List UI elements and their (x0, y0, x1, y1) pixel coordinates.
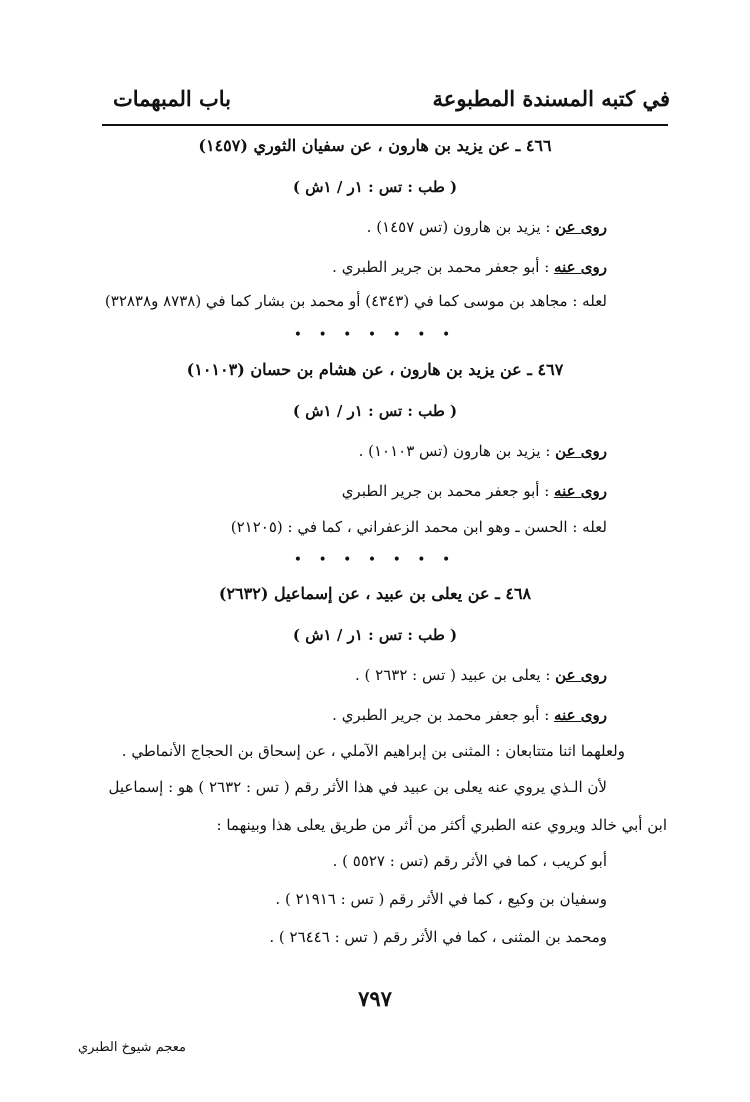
rawa-an-label: روى عن (555, 442, 607, 460)
entry-466-rawa-an (367, 218, 607, 236)
entry-468-rawa-anhu (332, 706, 607, 724)
entry-466-heading: ٤٦٦ ـ عن يزيد بن هارون ، عن سفيان الثوري (١٤٥٧) (198, 136, 552, 155)
body-line: أبو كريب ، كما في الأثر رقم (تس : ٥٥٢٧ ) . (332, 852, 607, 870)
separator-dots: • • • • • • • (293, 327, 457, 343)
rawa-an-text: : يزيد بن هارون (تس ١٠١٠٣) . (358, 442, 556, 460)
rawa-anhu-text: : أبو جعفر محمد بن جرير الطبري (341, 482, 555, 500)
separator-dots: • • • • • • • (293, 552, 457, 568)
rawa-an-label: روى عن (555, 218, 607, 236)
body-line: ابن أبي خالد ويروي عنه الطبري أكثر من أثر من طريق يعلى هذا وبينهما : (216, 816, 667, 834)
rawa-an-text: : يعلى بن عبيد ( تس : ٢٦٣٢ ) . (355, 666, 556, 684)
body-line: وسفيان بن وكيع ، كما في الأثر رقم ( تس : ٢١٩١٦ ) . (275, 890, 607, 908)
body-line: ولعلهما اثنا متتابعان : المثنى بن إبراهيم الآملي ، عن إسحاق بن الحجاج الأنماطي . (121, 742, 625, 760)
body-line: ومحمد بن المثنى ، كما في الأثر رقم ( تس : ٢٦٤٤٦ ) . (269, 928, 607, 946)
rawa-anhu-label: روى عنه (554, 258, 607, 276)
entry-467-rawa-an (359, 442, 607, 460)
entry-467-heading: ٤٦٧ ـ عن يزيد بن هارون ، عن هشام بن حسان (١٠١٠٣) (186, 360, 564, 379)
entry-466-code: ( طب : تس : ١ر / ١ش ) (292, 178, 458, 196)
header-rule (102, 124, 668, 126)
entry-466-laallahu: لعله : مجاهد بن موسى كما في (٤٣٤٣) أو محمد بن بشار كما في (٨٧٣٨ و٣٢٨٣٨) (104, 292, 607, 310)
entry-468-heading: ٤٦٨ ـ عن يعلى بن عبيد ، عن إسماعيل (٢٦٣٢) (218, 584, 532, 603)
rawa-an-label: روى عن (555, 666, 607, 684)
entry-467-code: ( طب : تس : ١ر / ١ش ) (292, 402, 458, 420)
running-header-book-title: في كتبه المسندة المطبوعة (432, 86, 670, 111)
page-number: ٧٩٧ (358, 986, 392, 1011)
body-line: لأن الـذي يروي عنه يعلى بن عبيد في هذا الأثر رقم ( تس : ٢٦٣٢ ) هو : إسماعيل (108, 778, 607, 796)
entry-468-code: ( طب : تس : ١ر / ١ش ) (292, 626, 458, 644)
entry-467-rawa-anhu (342, 482, 607, 500)
entry-467-laallahu: لعله : الحسن ـ وهو ابن محمد الزعفراني ، كما في : (٢١٢٠٥) (230, 518, 607, 536)
running-header-chapter: باب المبهمات (113, 86, 232, 111)
rawa-anhu-label: روى عنه (554, 706, 607, 724)
rawa-an-text: : يزيد بن هارون (تس ١٤٥٧) . (366, 218, 556, 236)
rawa-anhu-label: روى عنه (554, 482, 607, 500)
rawa-anhu-text: : أبو جعفر محمد بن جرير الطبري . (332, 258, 555, 276)
rawa-anhu-text: : أبو جعفر محمد بن جرير الطبري . (332, 706, 555, 724)
entry-468-rawa-an (355, 666, 607, 684)
footer-book-title: معجم شيوخ الطبري (78, 1040, 186, 1055)
entry-466-rawa-anhu (332, 258, 607, 276)
